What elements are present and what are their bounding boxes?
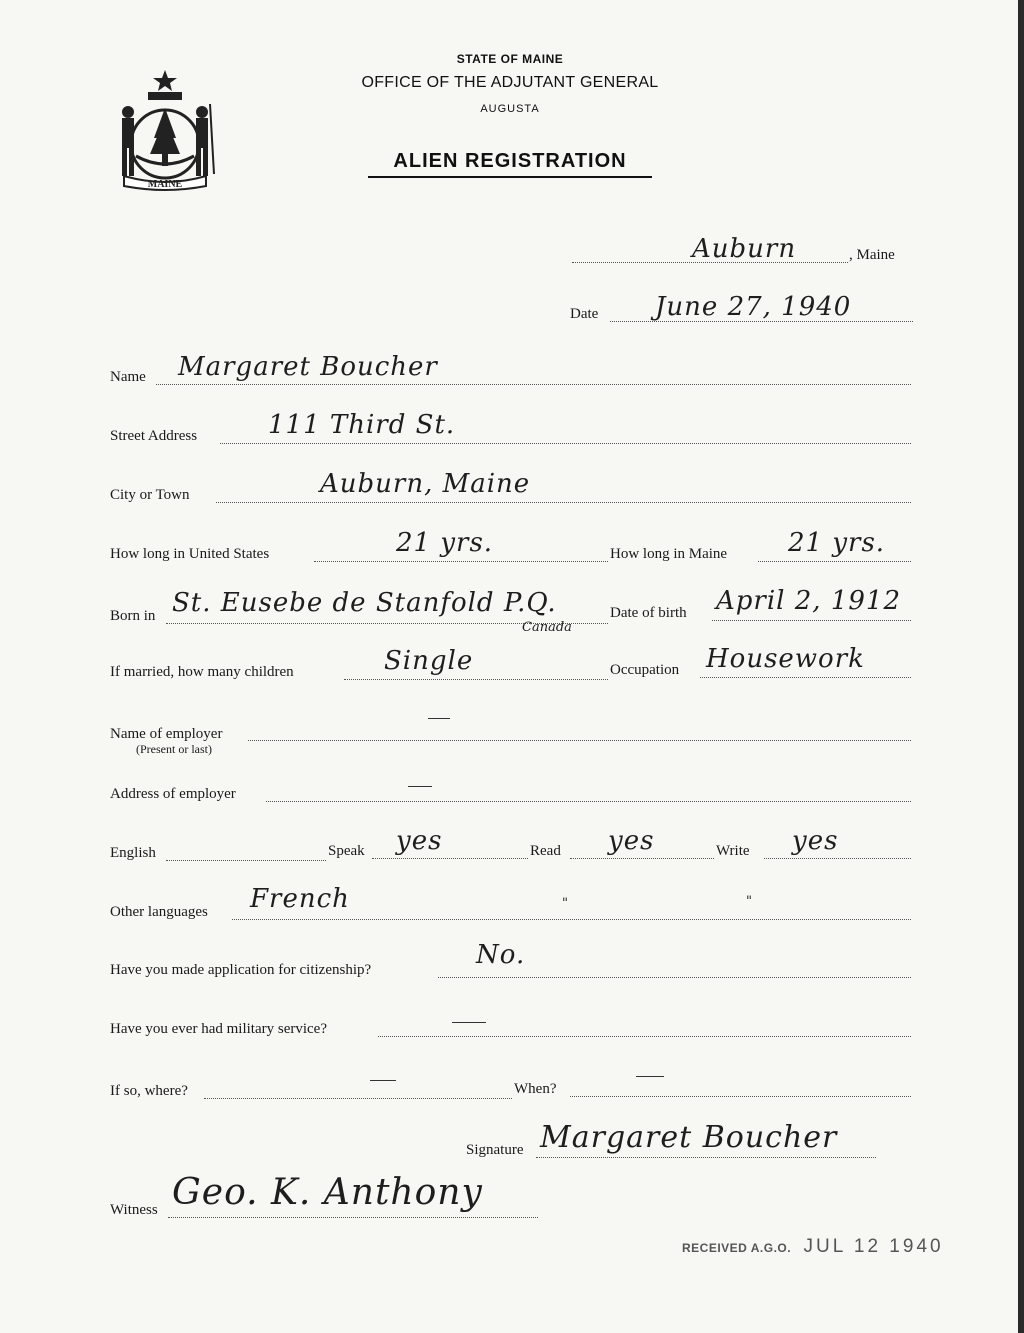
how-long-us-label: How long in United States [110,546,270,562]
dob-label: Date of birth [610,605,687,621]
other-languages-label: Other languages [110,904,208,920]
location-value[interactable]: Auburn [692,234,797,264]
signature-value[interactable]: Margaret Boucher [540,1120,838,1155]
city-line [216,502,911,503]
born-in-label: Born in [110,608,156,624]
when-label: When? [514,1081,557,1097]
witness-line [168,1217,538,1218]
occupation-value[interactable]: Housework [706,644,865,674]
dob-line [712,620,911,621]
witness-label: Witness [110,1202,158,1218]
city-value[interactable]: Auburn, Maine [320,469,531,499]
title-underline [368,176,652,178]
occupation-line [700,677,911,678]
svg-text:MAINE: MAINE [147,179,183,190]
form-title: ALIEN REGISTRATION [393,150,627,172]
street-label: Street Address [110,428,198,444]
born-in-value[interactable]: St. Eusebe de Stanfold P.Q. [172,588,557,618]
employer-address-dash [408,786,432,787]
street-line [220,443,911,444]
citizenship-value[interactable]: No. [476,940,526,970]
received-stamp-label: RECEIVED A.G.O. [682,1241,792,1255]
military-dash [452,1022,486,1023]
other-languages-ditto-2: " [746,894,752,909]
citizenship-line [438,977,911,978]
employer-line [248,740,911,741]
how-long-maine-label: How long in Maine [610,546,728,562]
born-in-country: Canada [522,620,572,635]
speak-value[interactable]: yes [396,826,443,856]
received-stamp [682,1236,944,1258]
how-long-maine-line [758,561,911,562]
name-line [156,384,911,385]
english-line [166,860,326,861]
dob-value[interactable]: April 2, 1912 [716,586,901,616]
witness-value[interactable]: Geo. K. Anthony [172,1172,483,1213]
scan-edge [1018,0,1024,1333]
other-languages-ditto-1: " [562,896,568,911]
read-line [570,858,714,859]
name-value[interactable]: Margaret Boucher [178,352,438,382]
city-label: City or Town [110,487,190,503]
how-long-us-value[interactable]: 21 yrs. [396,528,494,558]
english-label: English [110,845,156,861]
children-label: If married, how many children [110,664,294,680]
how-long-us-line [314,561,608,562]
office-heading: OFFICE OF THE ADJUTANT GENERAL [361,74,659,91]
when-dash [636,1076,664,1077]
how-long-maine-value[interactable]: 21 yrs. [788,528,886,558]
children-value[interactable]: Single [384,646,474,676]
speak-line [372,858,528,859]
date-value[interactable]: June 27, 1940 [655,292,852,322]
write-label: Write [716,843,750,859]
date-label: Date [570,306,599,322]
citizenship-label: Have you made application for citizenship? [110,962,372,978]
employer-label: Name of employer [110,726,223,742]
state-heading: STATE OF MAINE [456,52,564,66]
where-dash [370,1080,396,1081]
employer-sublabel: (Present or last) [136,742,212,756]
employer-dash [428,718,450,719]
where-line [204,1098,512,1099]
street-value[interactable]: 111 Third St. [268,410,456,440]
employer-address-line [266,801,911,802]
city-heading: AUGUSTA [480,103,540,115]
speak-label: Speak [328,843,365,859]
read-label: Read [530,843,561,859]
military-label: Have you ever had military service? [110,1021,327,1037]
when-line [570,1096,911,1097]
where-label: If so, where? [110,1083,188,1099]
other-languages-value[interactable]: French [250,884,350,914]
children-line [344,679,608,680]
other-languages-line [232,919,911,920]
read-value[interactable]: yes [608,826,655,856]
state-seal-icon [110,64,220,194]
write-line [764,858,911,859]
signature-label: Signature [466,1142,524,1158]
employer-address-label: Address of employer [110,786,236,802]
location-suffix: , Maine [849,247,895,263]
occupation-label: Occupation [610,662,680,678]
military-line [378,1036,911,1037]
received-stamp-date: JUL 12 1940 [803,1236,944,1257]
write-value[interactable]: yes [792,826,839,856]
name-label: Name [110,369,146,385]
signature-line [536,1157,876,1158]
